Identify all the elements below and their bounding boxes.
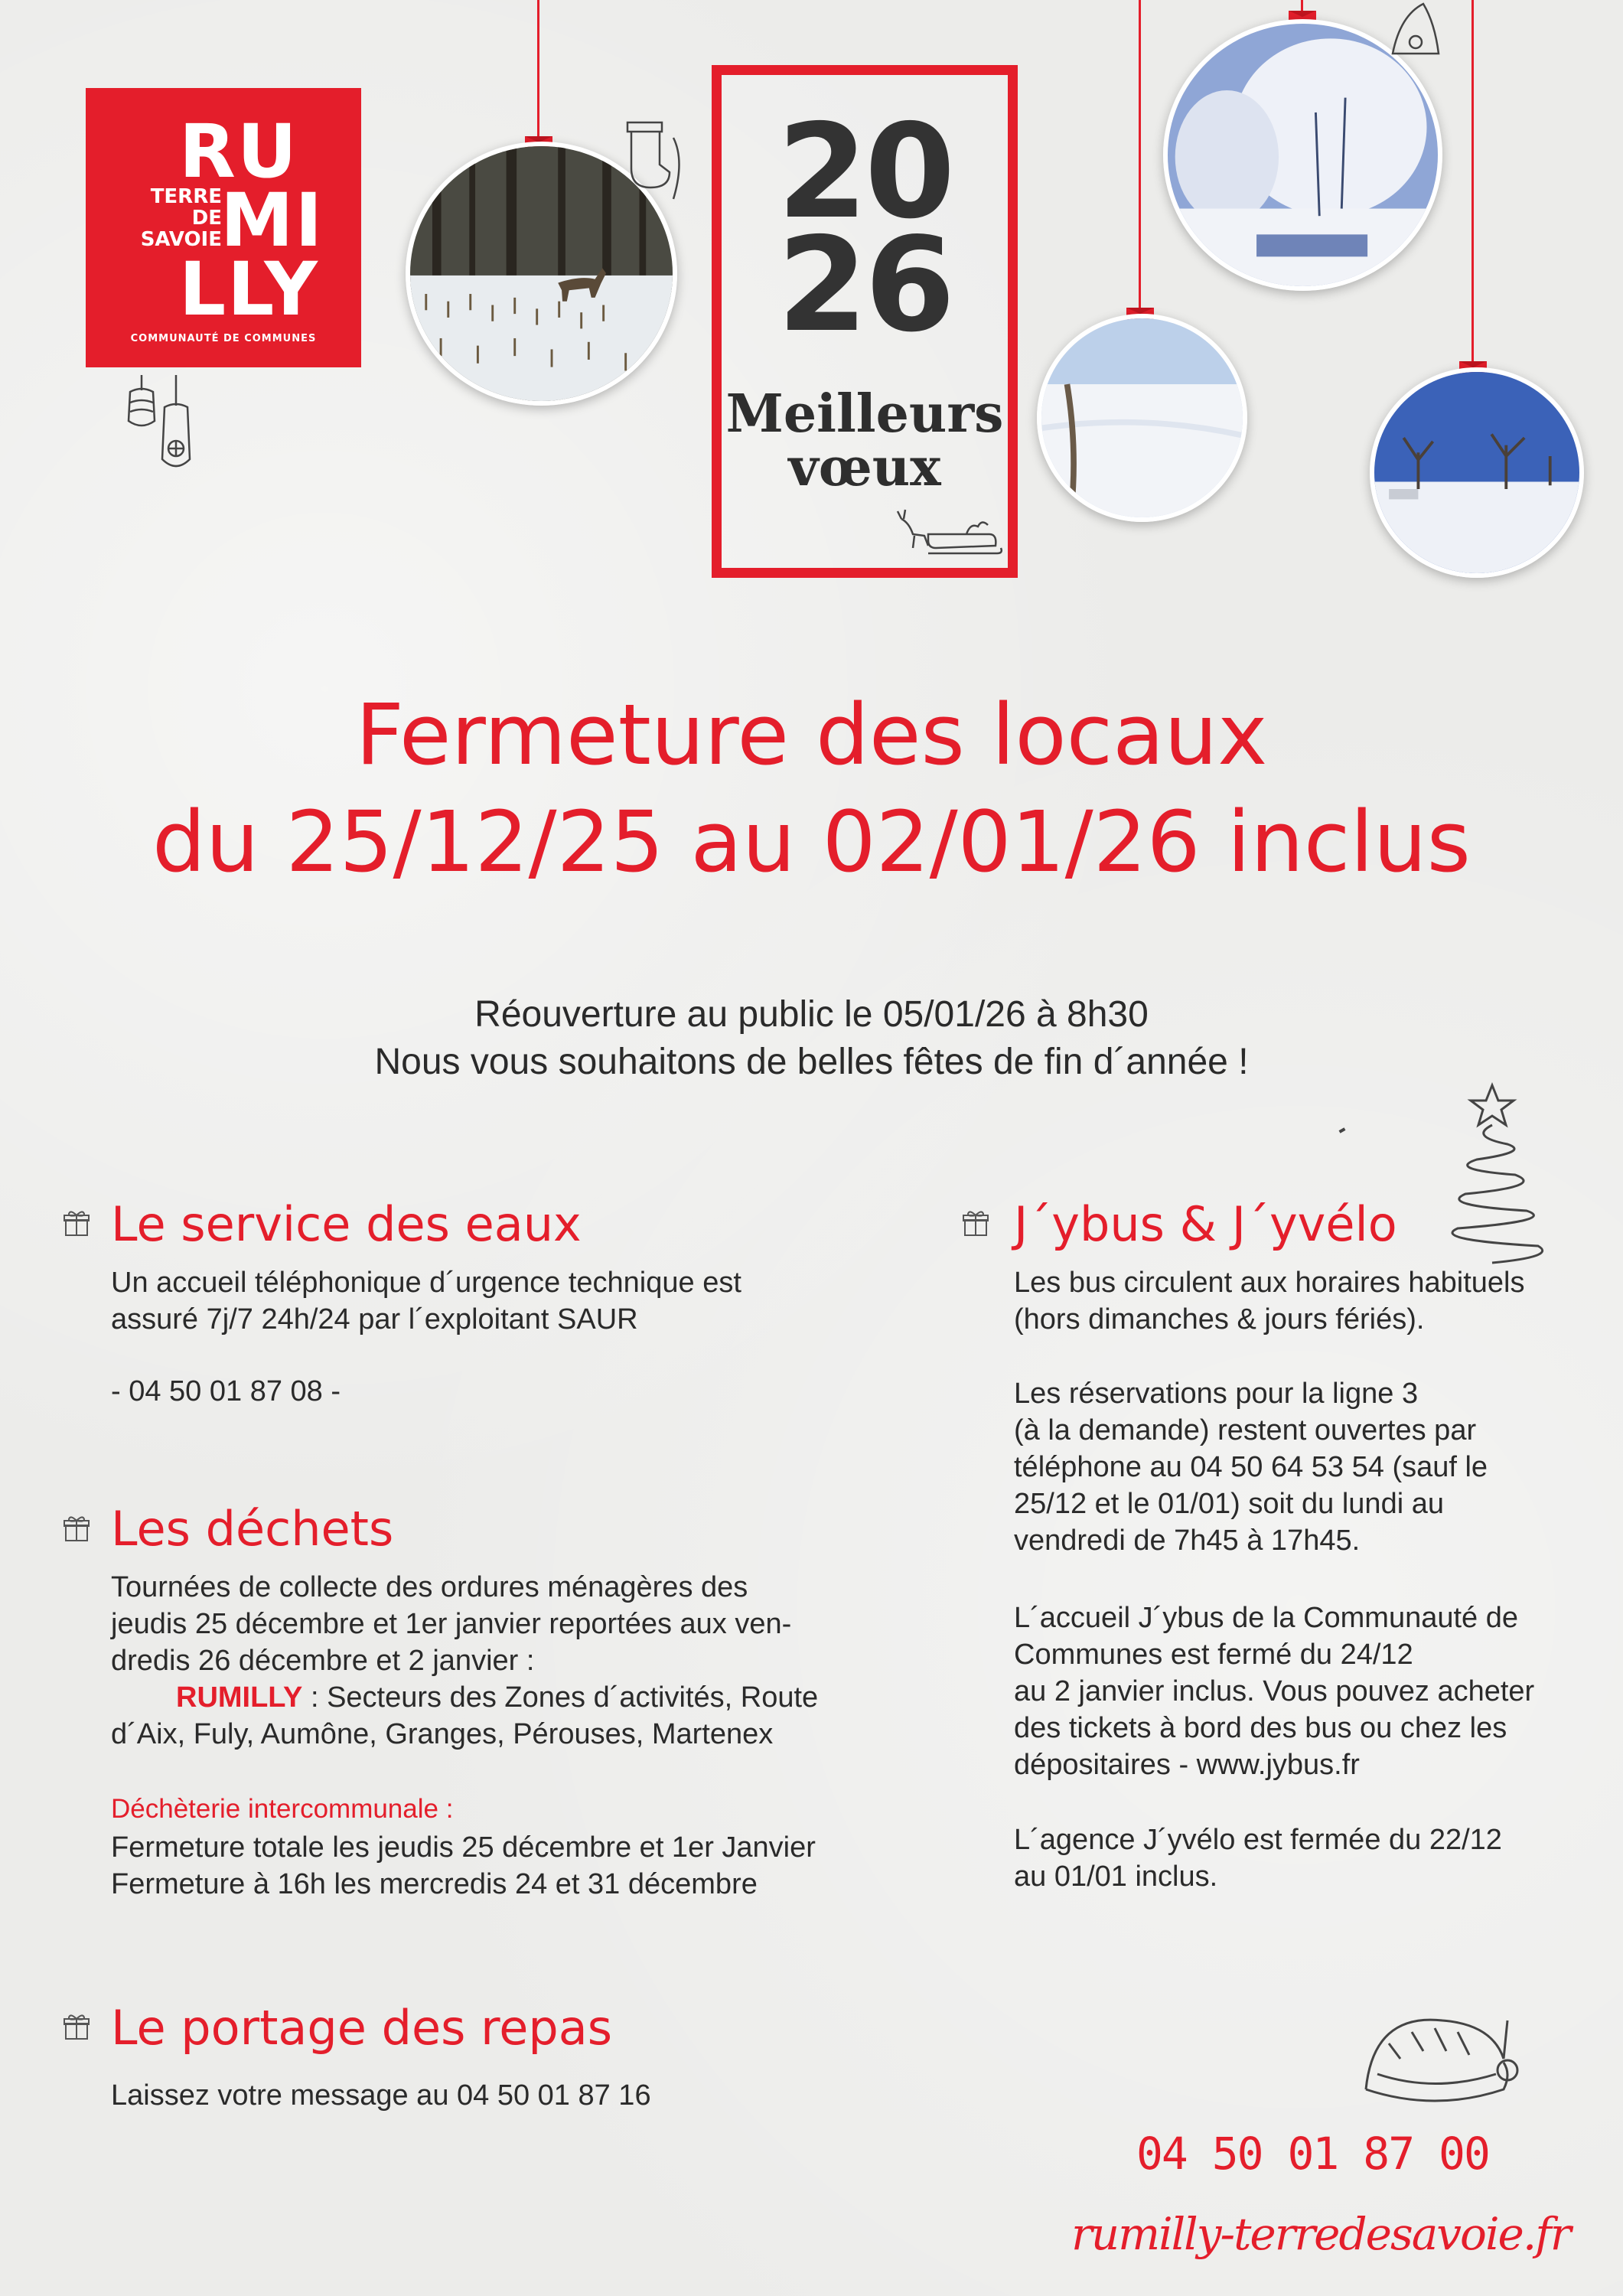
dechets-text: Tournées de collecte des ordures ménagères des jeudis 25 décembre et 1er janvier reportées aux ven- dredis 26 décembre et 2 janvier : bbox=[111, 1571, 792, 1677]
logo-text-mi: MI bbox=[220, 178, 324, 263]
jybus-p2: Les réservations pour la ligne 3 (à la demande) restent ouvertes par téléphone au 04 50 64 53 54 (sauf le 25/12 et le 01/01) soit du lundi au vendredi de 7h45 à 17h45. bbox=[1014, 1378, 1488, 1557]
jybus-p1: Les bus circulent aux horaires habituels (hors dimanches & jours fériés). bbox=[1014, 1267, 1525, 1336]
logo-terre-de-savoie: TERRE DE SAVOIE bbox=[140, 185, 222, 251]
eaux-text: Un accueil téléphonique d´urgence technique est assuré 7j/7 24h/24 par l´exploitant SAUR bbox=[111, 1267, 741, 1336]
orchard-photo-icon bbox=[1374, 372, 1579, 573]
eaux-title: Le service des eaux bbox=[111, 1196, 582, 1252]
mittens-icon bbox=[107, 375, 230, 490]
wishes-text: Nous vous souhaitons de belles fêtes de fin d´année ! bbox=[374, 1042, 1249, 1082]
dechets-title: Les déchets bbox=[111, 1501, 394, 1557]
dechets-rumilly-sectors: d´Aix, Fuly, Aumône, Granges, Pérouses, Martenex bbox=[111, 1718, 774, 1750]
reopening-text: Réouverture au public le 05/01/26 à 8h30 bbox=[474, 994, 1149, 1035]
repas-text: Laissez votre message au 04 50 01 87 16 bbox=[111, 2079, 651, 2112]
rumilly-logo bbox=[86, 88, 361, 367]
rumilly-label: RUMILLY bbox=[176, 1681, 303, 1714]
logo-communaute: COMMUNAUTÉ DE COMMUNES bbox=[130, 333, 317, 344]
ornament-string bbox=[1471, 0, 1474, 364]
year-bottom: 26 bbox=[777, 210, 953, 361]
gift-icon bbox=[61, 2011, 92, 2042]
gnome-icon bbox=[1377, 0, 1454, 61]
snowy-trees-photo-icon bbox=[1168, 24, 1438, 286]
christmas-tree-icon bbox=[1423, 1079, 1561, 1278]
decheterie-label: Déchèterie intercommunale : bbox=[111, 1794, 454, 1824]
decorative-mark bbox=[1339, 1127, 1346, 1133]
dechets-rumilly: RUMILLY : Secteurs des Zones d´activités, Route bbox=[176, 1681, 819, 1714]
snowy-field-photo-icon bbox=[1041, 318, 1243, 517]
santa-hat-icon bbox=[1358, 1990, 1527, 2120]
ornament-orchard bbox=[1370, 367, 1584, 578]
jybus-p3: L´accueil J´ybus de la Communauté de Communes est fermé du 24/12 au 2 janvier inclus. Vous pouvez acheter des tickets à bord des bus ou chez les dépositaires - www.jybus.fr bbox=[1014, 1602, 1535, 1781]
logo-text-lly: LLY bbox=[179, 246, 319, 332]
year-top: 20 bbox=[777, 96, 953, 248]
gift-icon bbox=[960, 1208, 991, 1238]
sleigh-icon bbox=[882, 504, 1005, 565]
ornament-snowy-field bbox=[1037, 314, 1247, 522]
decheterie-text: Fermeture totale les jeudis 25 décembre et 1er Janvier Fermeture à 16h les mercredis 24 et 31 décembre bbox=[111, 1831, 816, 1900]
jybus-title: J´ybus & J´yvélo bbox=[1014, 1196, 1397, 1252]
contact-phone[interactable]: 04 50 01 87 00 bbox=[1136, 2128, 1489, 2180]
contact-website[interactable]: rumilly-terredesavoie.fr bbox=[1071, 2208, 1570, 2260]
eaux-phone: - 04 50 01 87 08 - bbox=[111, 1375, 341, 1407]
gift-icon bbox=[61, 1513, 92, 1544]
headline-line2: du 25/12/25 au 02/01/26 inclus bbox=[152, 793, 1471, 891]
ornament-string bbox=[537, 0, 539, 138]
greeting-line2: vœux bbox=[788, 437, 941, 498]
logo-text-ru: RU bbox=[179, 109, 298, 194]
jybus-p4: L´agence J´yvélo est fermée du 22/12 au 01/01 inclus. bbox=[1014, 1824, 1502, 1893]
stocking-icon bbox=[612, 115, 689, 207]
greeting-card-frame bbox=[712, 65, 1018, 578]
repas-title: Le portage des repas bbox=[111, 2000, 613, 2056]
gift-icon bbox=[61, 1208, 92, 1238]
headline-line1: Fermeture des locaux bbox=[355, 686, 1268, 784]
ornament-string bbox=[1139, 0, 1141, 310]
greeting-line1: Meilleurs bbox=[725, 383, 1004, 445]
